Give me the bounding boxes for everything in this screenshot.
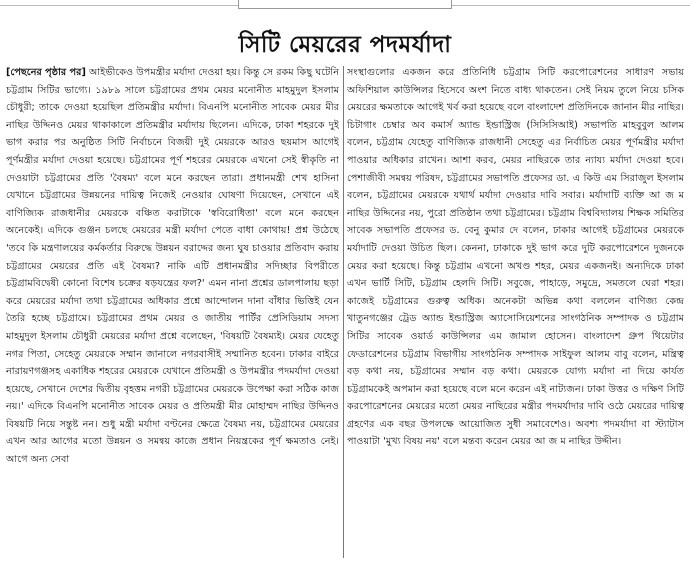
right-column-text: সংস্থাগুলোর একজন করে প্রতিনিধি চট্টগ্রাম সিটি করপোরেশনের সাধারণ সভায় অফিশিয়াল কাউন্সিলর হিসেবে অংশ নিতে বাধ্য থাকতেন। সেই নিয়ম তুলে নিয়ে চসিক মেয়রের ক্ষমতাকে আগেই খর্ব করা হয়েছে বলে বাংলাদেশ প্রতিদিনকে জানান মীর নাছির। চিটাগাং চেম্বার অব কমার্স অ্যান্ড ইন্ডাস্ট্রিজ (সিসিসিআই) সভাপতি মাহবুবুল আলম বলেন, চট্টগ্রাম যেহেতু বাণিজ্যিক রাজধানী সেহেতু এর নির্বাচিত মেয়র পূর্ণমন্ত্রীর মর্যাদা পাওয়ার অধিকার রাখেন। আশা করব, মেয়র নাছিরকে তার ন্যায্য মর্যাদা দেওয়া হবে। পেশাজীবী সমন্বয় পরিষদ, চট্টগ্রামের সভাপতি প্রফেসর ডা. এ কিউ এম সিরাজুল ইসলাম বলেন, চট্টগ্রামের মেয়রকে যথার্থ মর্যাদা দেওয়ার দাবি সবার। মর্যাদাটি ব্যক্তি আ জ ম নাছির উদ্দিনের নয়, পুরো প্রতিষ্ঠান তথা চট্টগ্রামের। চট্টগ্রাম বিশ্ববিদ্যালয় শিক্ষক সমিতির সাবেক সভাপতি প্রফেসর ড. বেনু কুমার দে বলেন, ঢাকার আগেই চট্টগ্রামের মেয়রকে মর্যাদাটি দেওয়া উচিত ছিল। কেননা, ঢাকাকে দুই ভাগ করে দুটি করপোরেশনে দুজনকে মেয়র করা হয়েছে। কিন্তু চট্টগ্রাম এখনো অখণ্ড শহর, মেয়র একজনই। অন্যদিকে ঢাকা এখন ভার্টি সিটি, চট্টগ্রাম হেলদি সিটি। সবুজে, পাহাড়ে, সমুদ্রে, সমতলে ঘেরা শহর। কাজেই চট্টগ্রামের গুরুত্ব অধিক। অনেকটা অভিন্ন কথা বললেন বাণিজ্য কেন্দ্র খাতুনগঞ্জের ট্রেড অ্যান্ড ইন্ডাস্ট্রিজ অ্যাসোসিয়েশনের সাংগঠনিক সম্পাদক ও চট্টগ্রাম সিটির সাবেক ওয়ার্ড কাউন্সিলর এম জামাল হোসেন। বাংলাদেশ গ্রুপ থিয়েটার ফেডারেশনের চট্টগ্রাম বিভাগীয় সাংগঠনিক সম্পাদক সাইফুল আলম বাবু বলেন, মন্ত্রিত্ব বড় কথা নয়, চট্টগ্রামের সম্মান বড় কথা। মেয়রকে যোগ্য মর্যাদা না দিয়ে কার্যত চট্টগ্রামকেই অপমান করা হয়েছে বলে মনে করেন এই নাট্যজন। ঢাকা উত্তর ও দক্ষিণ সিটি করপোরেশনের মেয়রের মতো মেয়র নাছিরের মন্ত্রীর পদমর্যাদার দাবি ওঠে মেয়রের দায়িত্ব গ্রহণের এক বছর উপলক্ষে আয়োজিত সুধী সমাবেশেও। অবশ্য পদমর্যাদা বা স্ট্যাটাস পাওয়াটা 'মুখ্য বিষয় নয়' বলে মন্তব্য করেন মেয়র আ জ ম নাছির উদ্দীন। (347, 67, 684, 448)
left-column-paragraph (6, 64, 339, 469)
column-divider (343, 66, 344, 558)
continuation-tag: [পেছনের পৃষ্ঠার পর] (6, 67, 86, 78)
article-column-left (6, 64, 339, 564)
top-border-tab (238, 0, 452, 9)
headline: সিটি মেয়রের পদমর্যাদা (238, 32, 452, 58)
left-column-text: আইভীকেও উপমন্ত্রীর মর্যাদা দেওয়া হয়। কিন্তু সে রকম কিছু ঘটেনি চট্টগ্রাম সিটির ভাগ্যে। ১৯৮৯ সালে চট্টগ্রামের প্রথম মেয়র মনোনীত মাহমুদুল ইসলাম চৌধুরী; তাকে দেওয়া হয়েছিল প্রতিমন্ত্রীর মর্যাদা। বিএনপি মনোনীত সাবেক মেয়র মীর নাছির উদ্দিনও মেয়র থাকাকালে প্রতিমন্ত্রীর মর্যাদায় ছিলেন। এদিকে, ঢাকা শহরকে দুই ভাগ করার পর অনুষ্ঠিত সিটি নির্বাচনে বিজয়ী দুই মেয়রকে আরও ছয়মাস আগেই পূর্ণমন্ত্রীর মর্যাদা দেওয়া হয়েছে। চট্টগ্রামের পূর্ণ শহরের মেয়রকে এখনো সেই স্বীকৃতি না দেওয়াটা চট্টগ্রামের প্রতি 'বৈষম্য' বলে মনে করছেন তারা। প্রধানমন্ত্রী শেখ হাসিনা যেখানে চট্টগ্রামের উন্নয়নের দায়িত্ব নিজেই নেওয়ার ঘোষণা দিয়েছেন, সেখানে এই বাণিজ্যিক রাজধানীর মেয়রকে বঞ্চিত করাটাকে 'স্ববিরোধিতা' বলে মনে করছেন অনেকেই। এদিকে গুঞ্জন চলছে মেয়রের মন্ত্রী মর্যাদা পেতে বাধা কোথায়! প্রশ্ন উঠেছে 'তবে কি মন্ত্রণালয়ের কর্মকর্তার বিরুদ্ধে উন্নয়ন বরাদ্দের জন্য ঘুষ চাওয়ার প্রতিবাদ করায় চট্টগ্রামের মেয়রের প্রতি এই বৈষম্য? নাকি এটি প্রধানমন্ত্রীর সদিচ্ছার বিপরীতে চট্টগ্রামবিদ্বেষী কোনো বিশেষ চক্রের ষড়যন্ত্রের ফল?' এমন নানা প্রশ্নের ডালপালায় ছড়া করে মেয়রের মর্যাদা তথা চট্টগ্রামের অধিকার প্রশ্নে আন্দোলন দানা বাঁধার ভিত্তিই যেন তৈরি হচ্ছে চট্টগ্রামে। চট্টগ্রামের প্রথম মেয়র ও জাতীয় পার্টির প্রেসিডিয়াম সদস্য মাহমুদুল ইসলাম চৌধুরী মেয়রের মর্যাদা প্রশ্নে বলেছেন, 'বিষয়টি বৈষম্যই। মেয়র যেহেতু নগর পিতা, সেহেতু মেয়রকে সম্মান জানালে নগরবাসীই সম্মানিত হবেন। ঢাকার বাইরে নারায়ণগঞ্জসহ একাধিক শহরের মেয়রকে যেখানে প্রতিমন্ত্রী ও উপমন্ত্রীর পদমর্যাদা দেওয়া হয়েছে, সেখানে দেশের দ্বিতীয় বৃহত্তম নগরী চট্টগ্রামের মেয়রকে উপেক্ষা করা সঠিক কাজ নয়।' এদিকে বিএনপি মনোনীত সাবেক মেয়র ও প্রতিমন্ত্রী মীর মোহাম্মদ নাছির উদ্দিনও বিষয়টি নিয়ে সন্তুষ্ট নন। শুধু মন্ত্রী মর্যাদা বণ্টনের ক্ষেত্রে বৈষম্য নয়, চট্টগ্রামের মেয়রের এখন আর আগের মতো উন্নয়ন ও সমন্বয় কাজে প্রধান নিয়ন্ত্রকের পূর্ণ ক্ষমতাও নেই। আগে অন্য সেবা (6, 67, 339, 466)
article-column-right (347, 64, 684, 564)
article-body (6, 64, 686, 564)
